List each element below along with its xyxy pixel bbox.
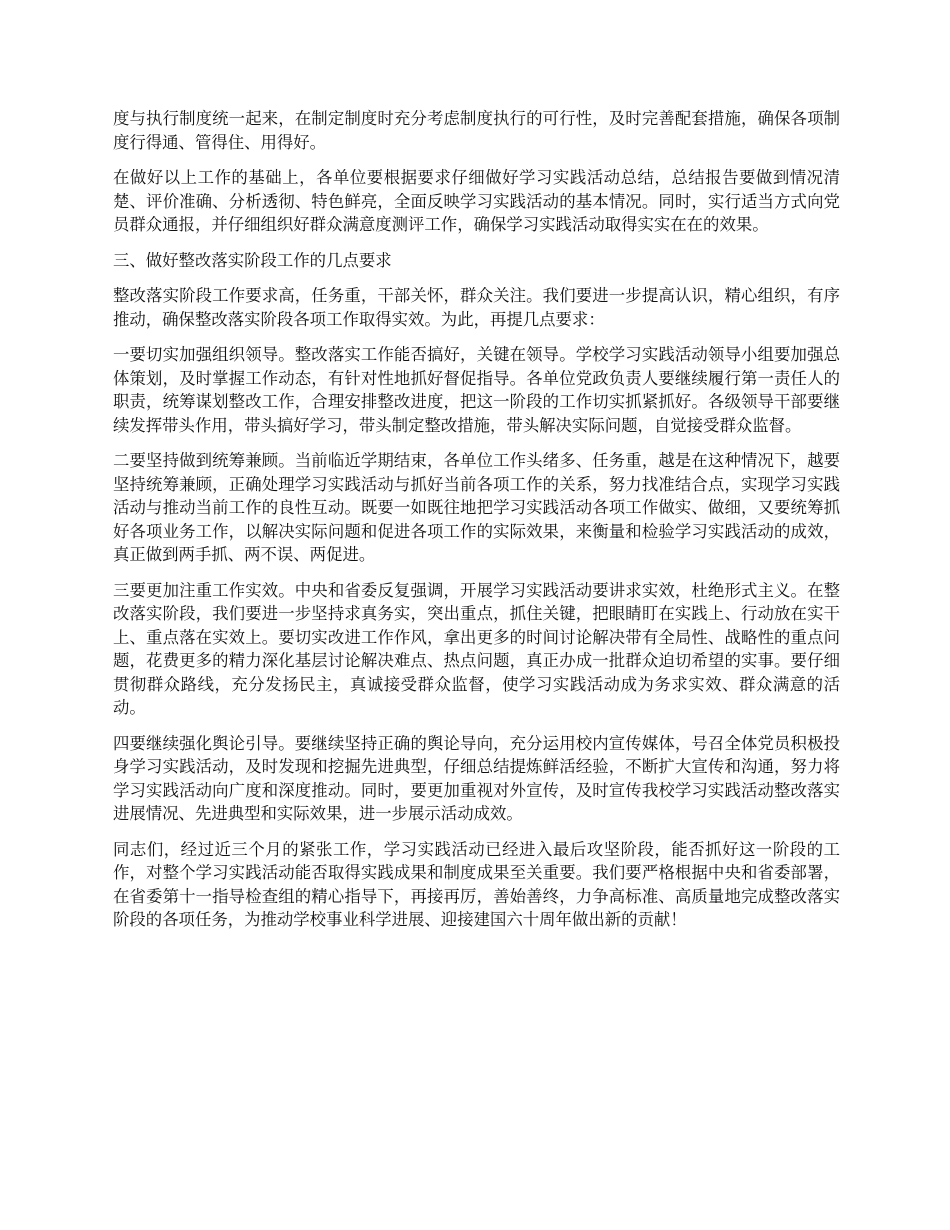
paragraph-rectification-intro: 整改落实阶段工作要求高，任务重，干部关怀，群众关注。我们要进一步提高认识，精心组织，有序推动，确保整改落实阶段各项工作取得实效。为此，再提几点要求： xyxy=(113,286,840,329)
document-body xyxy=(113,107,840,944)
paragraph-requirement-publicity: 四要继续强化舆论引导。要继续坚持正确的舆论导向，充分运用校内宣传媒体，号召全体党员积极投身学习实践活动，及时发现和挖掘先进典型，仔细总结提炼鲜活经验，不断扩大宣传和沟通，努力将学习实践活动向广度和深度推动。同时，要更加重视对外宣传，及时宣传我校学习实践活动整改落实进展情况、先进典型和实际效果，进一步展示活动成效。 xyxy=(113,733,840,823)
paragraph-requirement-leadership: 一要切实加强组织领导。整改落实工作能否搞好，关键在领导。学校学习实践活动领导小组要加强总体策划，及时掌握工作动态，有针对性地抓好督促指导。各单位党政负责人要继续履行第一责任人的职责，统筹谋划整改工作，合理安排整改进度，把这一阶段的工作切实抓紧抓好。各级领导干部要继续发挥带头作用，带头搞好学习，带头制定整改措施，带头解决实际问题，自觉接受群众监督。 xyxy=(113,345,840,435)
paragraph-institution-enforcement: 度与执行制度统一起来，在制定制度时充分考虑制度执行的可行性，及时完善配套措施，确保各项制度行得通、管得住、用得好。 xyxy=(113,109,840,152)
paragraph-closing: 同志们，经过近三个月的紧张工作，学习实践活动已经进入最后攻坚阶段，能否抓好这一阶段的工作，对整个学习实践活动能否取得实践成果和制度成果至关重要。我们要严格根据中央和省委部署，在省委第十一指导检查组的精心指导下，再接再厉，善始善终，力争高标准、高质量地完成整改落实阶段的各项任务，为推动学校事业科学进展、迎接建国六十周年做出新的贡献！ xyxy=(113,839,840,929)
paragraph-activity-summary: 在做好以上工作的基础上，各单位要根据要求仔细做好学习实践活动总结，总结报告要做到情况清楚、评价准确、分析透彻、特色鲜亮，全面反映学习实践活动的基本情况。同时，实行适当方式向党员群众通报，并仔细组织好群众满意度测评工作，确保学习实践活动取得实实在在的效果。 xyxy=(113,168,840,234)
section-heading-rectification-requirements: 三、做好整改落实阶段工作的几点要求 xyxy=(113,250,392,270)
paragraph-requirement-effectiveness: 三要更加注重工作实效。中央和省委反复强调，开展学习实践活动要讲求实效，杜绝形式主义。在整改落实阶段，我们要进一步坚持求真务实，突出重点，抓住关键，把眼睛盯在实践上、行动放在实干上、重点落在实效上。要切实改进工作作风，拿出更多的时间讨论解决带有全局性、战略性的重点问题，花费更多的精力深化基层讨论解决难点、热点问题，真正办成一批群众迫切希望的实事。要仔细贯彻群众路线，充分发扬民主，真诚接受群众监督，使学习实践活动成为务求实效、群众满意的活动。 xyxy=(113,580,840,717)
paragraph-requirement-coordination: 二要坚持做到统筹兼顾。当前临近学期结束，各单位工作头绪多、任务重，越是在这种情况下，越要坚持统筹兼顾，正确处理学习实践活动与抓好当前各项工作的关系，努力找准结合点，实现学习实践活动与推动当前工作的良性互动。既要一如既往地把学习实践活动各项工作做实、做细，又要统筹抓好各项业务工作，以解决实际问题和促进各项工作的实际效果，来衡量和检验学习实践活动的成效，真正做到两手抓、两不误、两促进。 xyxy=(113,451,840,564)
